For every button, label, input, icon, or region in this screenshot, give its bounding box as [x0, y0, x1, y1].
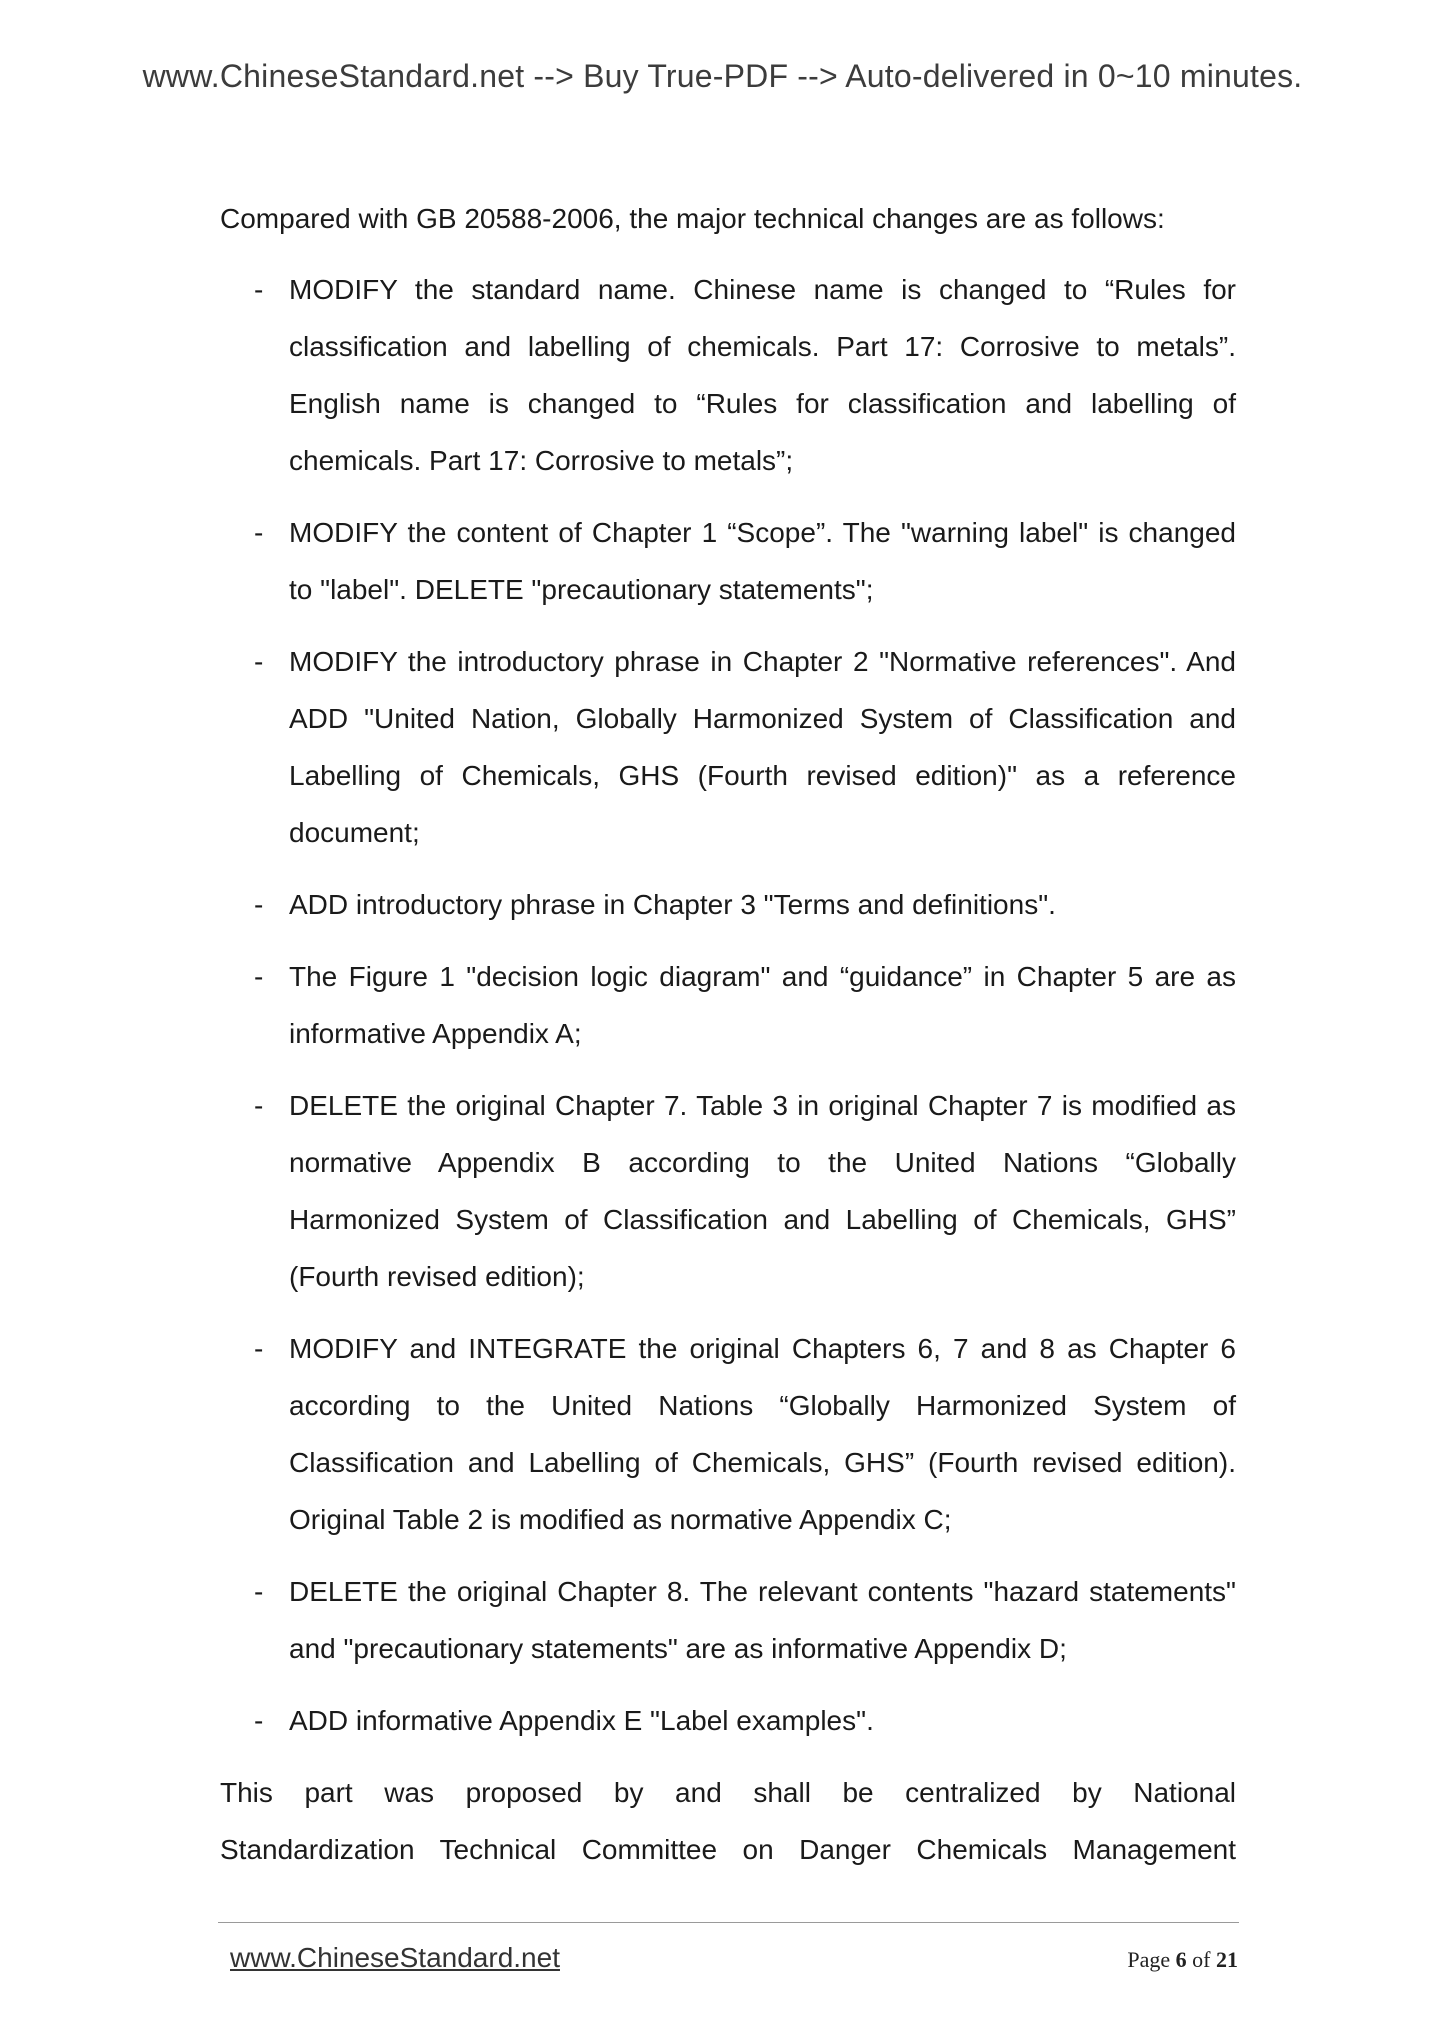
list-item	[220, 1320, 1236, 1548]
list-item	[220, 1077, 1236, 1305]
page-label: Page	[1127, 1947, 1171, 1972]
list-item	[220, 1692, 1236, 1749]
dash-bullet: -	[254, 1090, 264, 1121]
closing-paragraph-line-1: This part was proposed by and shall be centralized by National	[220, 1777, 1236, 1808]
list-item-text: ADD informative Appendix E "Label examples".	[289, 1705, 874, 1736]
dash-bullet: -	[254, 646, 264, 677]
page-total: 21	[1216, 1947, 1238, 1972]
list-item-text: DELETE the original Chapter 7. Table 3 in original Chapter 7 is modified as normative Appendix B according to the United Nations “Globally Harmonized System of Classification and Labelling of Chemicals, GHS” (Fourth revised edition);	[289, 1090, 1236, 1292]
list-item	[220, 948, 1236, 1062]
dash-bullet: -	[254, 517, 264, 548]
list-item-text: DELETE the original Chapter 8. The relevant contents "hazard statements" and "precautionary statements" are as informative Appendix D;	[289, 1576, 1236, 1664]
top-banner-link[interactable]: www.ChineseStandard.net --> Buy True-PDF --> Auto-delivered in 0~10 minutes.	[142, 58, 1303, 94]
dash-bullet: -	[254, 1576, 264, 1607]
intro-paragraph: Compared with GB 20588-2006, the major technical changes are as follows:	[220, 203, 1165, 234]
list-item	[220, 633, 1236, 861]
footer-website-link[interactable]: www.ChineseStandard.net	[230, 1942, 560, 1973]
list-item-text: MODIFY and INTEGRATE the original Chapters 6, 7 and 8 as Chapter 6 according to the United Nations “Globally Harmonized System of Classification and Labelling of Chemicals, GHS” (Fourth revised edition). Original Table 2 is modified as normative Appendix C;	[289, 1333, 1236, 1535]
list-item	[220, 876, 1236, 933]
page-number	[1127, 1947, 1238, 1973]
page-of: of	[1192, 1947, 1211, 1972]
dash-bullet: -	[254, 1705, 264, 1736]
closing-paragraph-line-2: Standardization Technical Committee on Danger Chemicals Management	[220, 1834, 1236, 1865]
technical-changes-list	[220, 261, 1236, 1749]
dash-bullet: -	[254, 274, 264, 305]
list-item-text: MODIFY the standard name. Chinese name is changed to “Rules for classification and labelling of chemicals. Part 17: Corrosive to metals”. English name is changed to “Rules for classification and labelling of chemicals. Part 17: Corrosive to metals”;	[289, 274, 1236, 476]
list-item	[220, 261, 1236, 489]
dash-bullet: -	[254, 1333, 264, 1364]
list-item-text: ADD introductory phrase in Chapter 3 "Terms and definitions".	[289, 889, 1056, 920]
document-body	[220, 190, 1236, 1878]
list-item	[220, 1563, 1236, 1677]
list-item-text: MODIFY the introductory phrase in Chapter 2 "Normative references". And ADD "United Nation, Globally Harmonized System of Classification and Labelling of Chemicals, GHS (Fourth revised edition)" as a reference document;	[289, 646, 1236, 848]
dash-bullet: -	[254, 961, 264, 992]
footer-divider	[218, 1922, 1239, 1923]
list-item-text: MODIFY the content of Chapter 1 “Scope”. The "warning label" is changed to "label". DELETE "precautionary statements";	[289, 517, 1236, 605]
page-current: 6	[1175, 1947, 1187, 1972]
dash-bullet: -	[254, 889, 264, 920]
list-item-text: The Figure 1 "decision logic diagram" and “guidance” in Chapter 5 are as informative Appendix A;	[289, 961, 1236, 1049]
list-item	[220, 504, 1236, 618]
